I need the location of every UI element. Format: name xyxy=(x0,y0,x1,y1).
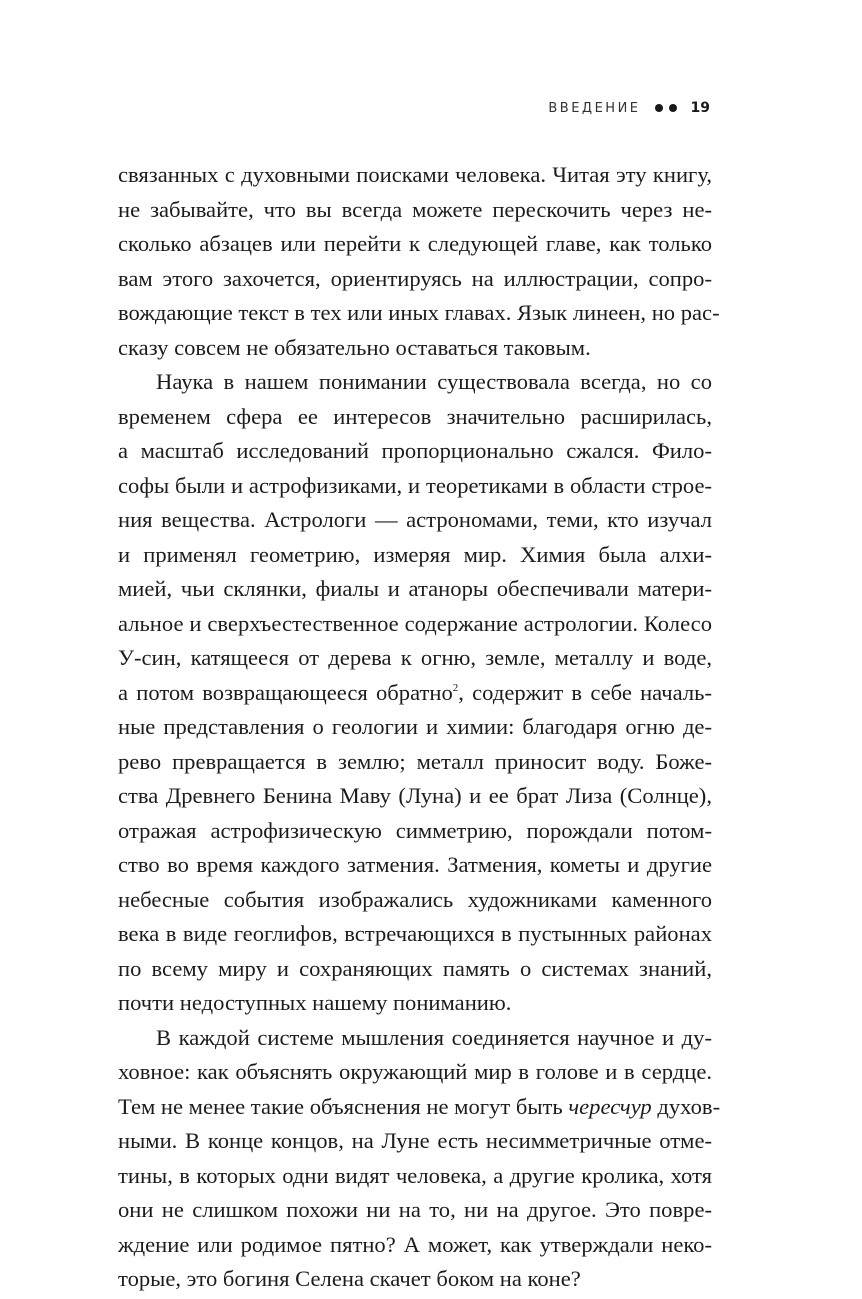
bullet-dot-icon xyxy=(655,104,663,112)
page-number: 19 xyxy=(690,100,710,116)
text-line: Наука в нашем понимании существовала всегда, но со xyxy=(156,369,712,394)
header-dots xyxy=(655,104,677,112)
text-fragment: духов- xyxy=(651,1093,721,1119)
text-line: мией, чьи склянки, фиалы и атаноры обеспечивали матери- xyxy=(118,576,712,601)
text-line: У-син, катящееся от дерева к огню, земле, металлу и воде, xyxy=(118,645,712,670)
text-line: сколько абзацев или перейти к следующей главе, как только xyxy=(118,231,712,256)
text-line: вам этого захочется, ориентируясь на иллюстрации, сопро- xyxy=(118,265,712,291)
bullet-dot-icon xyxy=(669,104,677,112)
text-line: торые, это богиня Селена скачет боком на коне? xyxy=(118,1266,581,1291)
text-line: ства Древнего Бенина Маву (Луна) и ее брат Лиза (Солнце), xyxy=(118,783,712,808)
text-line: вождающие текст в тех или иных главах. Язык линеен, но рас- xyxy=(118,300,720,325)
text-line: софы были и астрофизиками, и теоретиками в области строе- xyxy=(118,472,712,498)
text-line: а масштаб исследований пропорционально сжался. Фило- xyxy=(118,438,712,463)
footnote-marker[interactable]: 2 xyxy=(452,681,459,694)
text-line: тины, в которых одни видят человека, а другие кролика, хотя xyxy=(118,1162,712,1188)
text-line: ния вещества. Астрологи — астрономами, теми, кто изучал xyxy=(118,507,712,532)
text-line: ство во время каждого затмения. Затмения, кометы и другие xyxy=(118,852,712,877)
text-line: отражая астрофизическую симметрию, порождали потом- xyxy=(118,817,712,843)
text-fragment: , содержит в себе началь- xyxy=(458,679,712,705)
text-line: связанных с духовными поисками человека. Читая эту книгу, xyxy=(118,162,712,187)
text-line: по всему миру и сохраняющих память о системах знаний, xyxy=(118,955,712,981)
text-line: ждение или родимое пятно? А может, как утверждали неко- xyxy=(118,1231,712,1257)
paragraph-2 xyxy=(118,365,712,1021)
body-text xyxy=(118,158,721,1297)
text-line-with-italic xyxy=(118,1090,721,1125)
text-line: рево превращается в землю; металл приносит воду. Боже- xyxy=(118,748,712,774)
text-line: ные представления о геологии и химии: благодаря огню де- xyxy=(118,714,712,739)
text-line: сказу совсем не обязательно оставаться таковым. xyxy=(118,334,591,360)
section-title: ВВЕДЕНИЕ xyxy=(548,100,641,116)
text-line: В каждой системе мышления соединяется научное и ду- xyxy=(156,1024,712,1050)
text-line: почти недоступных нашему пониманию. xyxy=(118,990,512,1015)
paragraph-3 xyxy=(118,1021,721,1297)
text-line: они не слишком похожи ни на то, ни на другое. Это повре- xyxy=(118,1197,712,1222)
running-header xyxy=(548,100,710,116)
text-line: небесные события изображались художниками каменного xyxy=(118,886,712,912)
italic-emphasis: чересчур xyxy=(568,1093,652,1119)
text-line: ными. В конце концов, на Луне есть несимметричные отме- xyxy=(118,1128,712,1153)
text-line: альное и сверхъестественное содержание астрологии. Колесо xyxy=(118,610,712,636)
text-fragment: Тем не менее такие объяснения не могут быть xyxy=(118,1093,569,1119)
text-line: века в виде геоглифов, встречающихся в пустынных районах xyxy=(118,921,712,946)
text-line-with-footnote xyxy=(118,676,712,711)
text-line: и применял геометрию, измеряя мир. Химия была алхи- xyxy=(118,541,712,567)
text-line: не забывайте, что вы всегда можете перескочить через не- xyxy=(118,196,712,222)
paragraph-1 xyxy=(118,158,720,365)
text-fragment: а потом возвращающееся обратно xyxy=(118,679,453,705)
text-line: ховное: как объяснять окружающий мир в голове и в сердце. xyxy=(118,1059,712,1084)
text-line: временем сфера ее интересов значительно расширилась, xyxy=(118,403,712,429)
